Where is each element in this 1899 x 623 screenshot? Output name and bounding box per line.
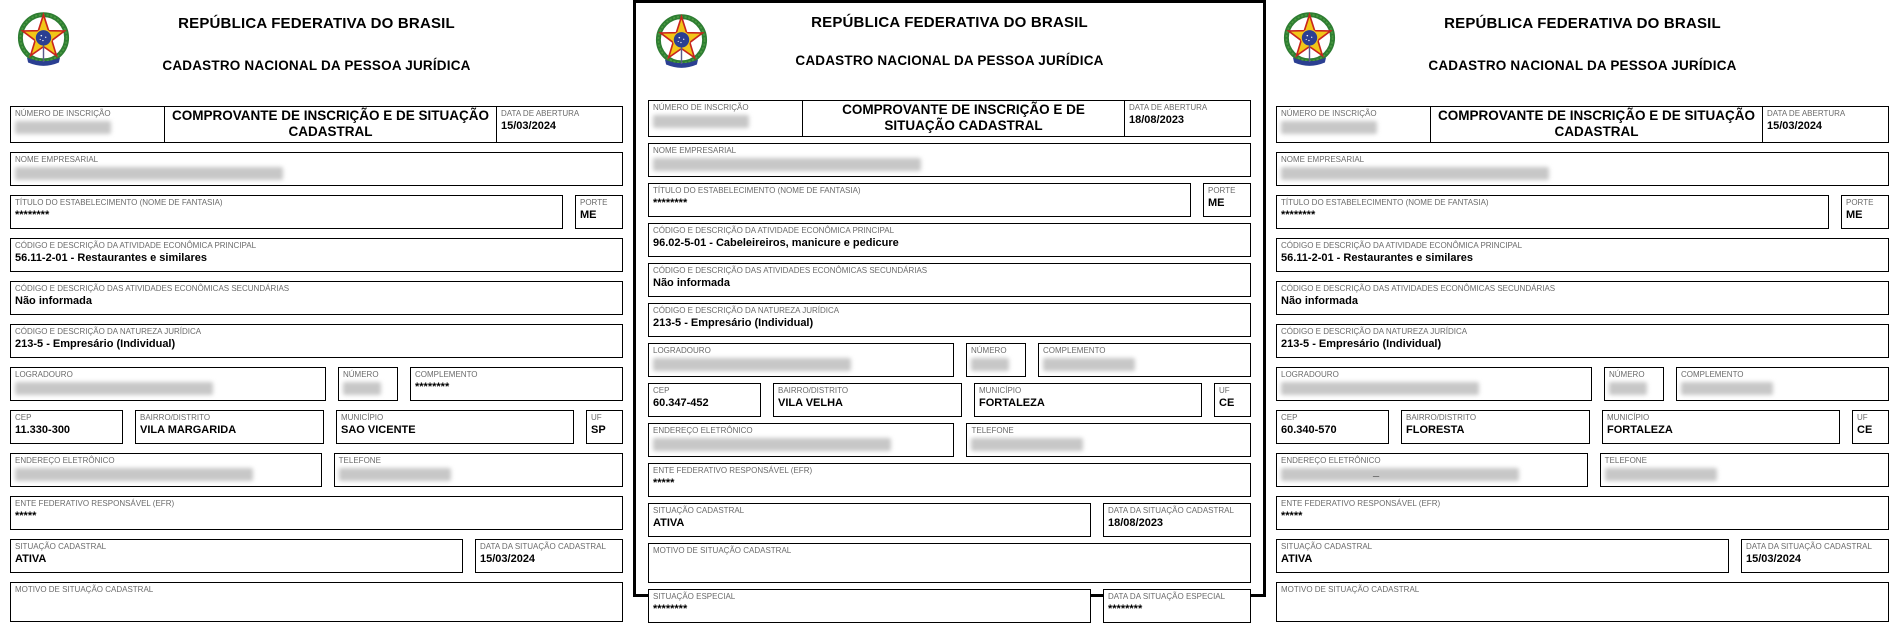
field-atividade-principal (648, 223, 1251, 257)
document-header (648, 6, 1251, 90)
field-telefone (334, 453, 623, 487)
field-label: CÓDIGO E DESCRIÇÃO DA NATUREZA JURÍDICA (15, 327, 202, 336)
field-value (653, 556, 1246, 570)
field-value: 15/03/2024 (480, 553, 536, 565)
field-value: ******** (415, 381, 450, 393)
field-label: SITUAÇÃO CADASTRAL (1281, 542, 1373, 551)
field-data-abertura (1762, 107, 1888, 142)
field-value: Não informada (15, 295, 93, 307)
field-value: 96.02-5-01 - Cabeleireiros, manicure e pedicure (653, 237, 899, 249)
field-value: ******** (1281, 209, 1316, 221)
field-uf (586, 410, 623, 444)
field-label: TELEFONE (971, 426, 1014, 435)
field-value: ME (580, 209, 597, 221)
document-header (1276, 4, 1889, 96)
field-numero (338, 367, 398, 401)
field-label: UF (1857, 413, 1868, 422)
field-label: MOTIVO DE SITUAÇÃO CADASTRAL (1281, 585, 1420, 594)
field-value: 15/03/2024 (501, 120, 557, 132)
redacted-telefone (971, 438, 1083, 451)
field-label: CÓDIGO E DESCRIÇÃO DA NATUREZA JURÍDICA (1281, 327, 1468, 336)
field-label: DATA DA SITUAÇÃO CADASTRAL (1746, 542, 1872, 551)
field-label: NOME EMPRESARIAL (15, 155, 99, 164)
inscription-row (10, 106, 623, 143)
field-label: NÚMERO DE INSCRIÇÃO (1281, 109, 1377, 118)
field-atividade-principal (10, 238, 623, 272)
field-uf (1214, 383, 1251, 417)
redacted-numero-inscricao (1281, 121, 1377, 134)
field-label: BAIRRO/DISTRITO (140, 413, 211, 422)
field-value: ******** (1108, 603, 1143, 615)
field-atividades-secundarias (1276, 281, 1889, 315)
inscription-row (648, 100, 1251, 137)
redacted-endereco (653, 438, 891, 451)
field-label: LOGRADOURO (653, 346, 711, 355)
cnpj-title: CADASTRO NACIONAL DA PESSOA JURÍDICA (795, 53, 1104, 68)
redacted-numero (343, 382, 381, 395)
field-data-situacao-cadastral (475, 539, 623, 573)
field-complemento (410, 367, 623, 401)
field-endereco-eletronico (10, 453, 322, 487)
field-value: 60.347-452 (653, 397, 709, 409)
field-efr (648, 463, 1251, 497)
field-value: 56.11-2-01 - Restaurantes e similares (1281, 252, 1474, 264)
redacted-nome-empresarial (1281, 167, 1549, 180)
redacted-nome-empresarial (653, 158, 921, 171)
field-value: 56.11-2-01 - Restaurantes e similares (15, 252, 208, 264)
field-data-situacao-especial (1103, 589, 1251, 623)
redacted-numero (1609, 382, 1647, 395)
redacted-telefone (339, 468, 451, 481)
field-value: ******** (653, 603, 688, 615)
field-label: ENTE FEDERATIVO RESPONSÁVEL (EFR) (15, 499, 175, 508)
field-label: CÓDIGO E DESCRIÇÃO DA ATIVIDADE ECONÔMICA PRINCIPAL (1281, 241, 1523, 250)
field-cep (648, 383, 761, 417)
cnpj-title: CADASTRO NACIONAL DA PESSOA JURÍDICA (162, 58, 471, 73)
field-label: CÓDIGO E DESCRIÇÃO DAS ATIVIDADES ECONÔMICAS SECUNDÁRIAS (1281, 284, 1556, 293)
field-atividade-principal (1276, 238, 1889, 272)
redacted-numero (971, 358, 1009, 371)
field-label: PORTE (1846, 198, 1874, 207)
field-endereco-eletronico (1276, 453, 1588, 487)
field-nome-empresarial (10, 152, 623, 186)
redacted-nome-empresarial (15, 167, 283, 180)
field-label: MOTIVO DE SITUAÇÃO CADASTRAL (653, 546, 792, 555)
field-label: DATA DA SITUAÇÃO ESPECIAL (1108, 592, 1226, 601)
field-label: BAIRRO/DISTRITO (1406, 413, 1477, 422)
brazil-coat-of-arms-icon (16, 11, 71, 69)
field-label: ENDEREÇO ELETRÔNICO (1281, 456, 1381, 465)
cnpj-document-1 (0, 0, 633, 597)
field-natureza-juridica (1276, 324, 1889, 358)
field-label: NÚMERO DE INSCRIÇÃO (15, 109, 111, 118)
redacted-endereco (15, 468, 253, 481)
field-situacao-especial (648, 589, 1091, 623)
redacted-logradouro (15, 382, 213, 395)
field-value: ATIVA (15, 553, 47, 565)
field-titulo-estabelecimento (648, 183, 1191, 217)
field-value: Não informada (653, 277, 731, 289)
field-titulo-estabelecimento (10, 195, 563, 229)
field-label: DATA DE ABERTURA (1767, 109, 1846, 118)
field-label: ENDEREÇO ELETRÔNICO (15, 456, 115, 465)
field-value: VILA VELHA (778, 397, 843, 409)
field-situacao-cadastral (648, 503, 1091, 537)
brazil-coat-of-arms-icon (1282, 11, 1337, 69)
field-label: NÚMERO (1609, 370, 1645, 379)
field-label: LOGRADOURO (1281, 370, 1339, 379)
field-municipio (1602, 410, 1840, 444)
field-value: 213-5 - Empresário (Individual) (1281, 338, 1442, 350)
field-label: UF (591, 413, 602, 422)
field-atividades-secundarias (648, 263, 1251, 297)
field-nome-empresarial (1276, 152, 1889, 186)
field-value: FLORESTA (1406, 424, 1465, 436)
field-titulo-estabelecimento (1276, 195, 1829, 229)
redacted-endereco (1281, 468, 1519, 481)
field-data-situacao-cadastral (1741, 539, 1889, 573)
field-efr (1276, 496, 1889, 530)
field-label: ENTE FEDERATIVO RESPONSÁVEL (EFR) (1281, 499, 1441, 508)
field-data-abertura (496, 107, 622, 142)
field-numero (1604, 367, 1664, 401)
field-label: SITUAÇÃO CADASTRAL (15, 542, 107, 551)
field-label: DATA DA SITUAÇÃO CADASTRAL (480, 542, 606, 551)
field-label: MUNICÍPIO (979, 386, 1022, 395)
field-telefone (966, 423, 1251, 457)
republic-title: REPÚBLICA FEDERATIVA DO BRASIL (811, 14, 1088, 31)
field-value (15, 595, 618, 609)
field-data-abertura (1124, 101, 1250, 136)
field-label: PORTE (1208, 186, 1236, 195)
brazil-coat-of-arms-icon (654, 13, 709, 71)
redacted-logradouro (1281, 382, 1479, 395)
field-label: COMPLEMENTO (1043, 346, 1106, 355)
field-nome-empresarial (648, 143, 1251, 177)
field-value: 213-5 - Empresário (Individual) (653, 317, 814, 329)
comprovante-title: COMPROVANTE DE INSCRIÇÃO E DE SITUAÇÃO CADASTRAL (802, 101, 1124, 136)
field-situacao-cadastral (1276, 539, 1729, 573)
cnpj-document-3 (1266, 0, 1899, 597)
field-uf (1852, 410, 1889, 444)
field-bairro (1401, 410, 1590, 444)
field-efr (10, 496, 623, 530)
field-label: CÓDIGO E DESCRIÇÃO DA ATIVIDADE ECONÔMICA PRINCIPAL (653, 226, 895, 235)
field-municipio (974, 383, 1202, 417)
field-logradouro (1276, 367, 1592, 401)
field-value: CE (1219, 397, 1235, 409)
field-label: CÓDIGO E DESCRIÇÃO DAS ATIVIDADES ECONÔMICAS SECUNDÁRIAS (653, 266, 928, 275)
field-value: Não informada (1281, 295, 1359, 307)
field-numero-inscricao (1277, 107, 1430, 142)
field-value: ***** (653, 477, 675, 489)
field-situacao-cadastral (10, 539, 463, 573)
field-numero-inscricao (11, 107, 164, 142)
field-label: TELEFONE (338, 456, 381, 465)
field-label: MUNICÍPIO (341, 413, 384, 422)
field-label: NÚMERO (343, 370, 379, 379)
field-label: CEP (15, 413, 32, 422)
field-value: 15/03/2024 (1767, 120, 1823, 132)
cnpj-title: CADASTRO NACIONAL DA PESSOA JURÍDICA (1428, 58, 1737, 73)
field-label: CEP (653, 386, 670, 395)
field-label: NOME EMPRESARIAL (1281, 155, 1365, 164)
field-value: ATIVA (1281, 553, 1313, 565)
field-value: SP (591, 424, 606, 436)
field-value: FORTALEZA (979, 397, 1045, 409)
field-value: FORTALEZA (1607, 424, 1673, 436)
field-label: CÓDIGO E DESCRIÇÃO DAS ATIVIDADES ECONÔMICAS SECUNDÁRIAS (15, 284, 290, 293)
redacted-telefone (1605, 468, 1717, 481)
field-municipio (336, 410, 574, 444)
republic-title: REPÚBLICA FEDERATIVA DO BRASIL (1444, 15, 1721, 32)
field-label: SITUAÇÃO CADASTRAL (653, 506, 745, 515)
field-value (1281, 595, 1884, 609)
field-value: SAO VICENTE (341, 424, 416, 436)
field-porte (575, 195, 623, 229)
republic-title: REPÚBLICA FEDERATIVA DO BRASIL (178, 15, 455, 32)
field-label: ENDEREÇO ELETRÔNICO (653, 426, 753, 435)
field-numero (966, 343, 1026, 377)
field-natureza-juridica (648, 303, 1251, 337)
field-cep (1276, 410, 1389, 444)
field-porte (1841, 195, 1889, 229)
field-label: DATA DE ABERTURA (501, 109, 580, 118)
field-label: MOTIVO DE SITUAÇÃO CADASTRAL (15, 585, 154, 594)
field-label: COMPLEMENTO (1681, 370, 1744, 379)
field-label: ENTE FEDERATIVO RESPONSÁVEL (EFR) (653, 466, 813, 475)
redacted-logradouro (653, 358, 851, 371)
field-natureza-juridica (10, 324, 623, 358)
field-logradouro (10, 367, 326, 401)
field-value: 11.330-300 (15, 424, 71, 436)
field-value: ******** (653, 197, 688, 209)
field-label: CÓDIGO E DESCRIÇÃO DA ATIVIDADE ECONÔMICA PRINCIPAL (15, 241, 257, 250)
comprovante-title: COMPROVANTE DE INSCRIÇÃO E DE SITUAÇÃO CADASTRAL (1430, 107, 1762, 142)
field-value: 15/03/2024 (1746, 553, 1802, 565)
document-header (10, 4, 623, 96)
redacted-complemento (1681, 382, 1773, 395)
field-label: TÍTULO DO ESTABELECIMENTO (NOME DE FANTASIA) (653, 186, 861, 195)
field-value: ***** (15, 510, 37, 522)
field-complemento (1676, 367, 1889, 401)
field-label: NÚMERO DE INSCRIÇÃO (653, 103, 749, 112)
field-label: LOGRADOURO (15, 370, 73, 379)
field-value: VILA MARGARIDA (140, 424, 237, 436)
field-value: ***** (1281, 510, 1303, 522)
field-value: ATIVA (653, 517, 685, 529)
field-label: NOME EMPRESARIAL (653, 146, 737, 155)
field-atividades-secundarias (10, 281, 623, 315)
field-porte (1203, 183, 1251, 217)
field-label: UF (1219, 386, 1230, 395)
field-value: ME (1208, 197, 1225, 209)
redacted-numero-inscricao (15, 121, 111, 134)
field-value: ******** (15, 209, 50, 221)
visible-underscore: _ (1373, 466, 1380, 478)
field-logradouro (648, 343, 954, 377)
field-label: CEP (1281, 413, 1298, 422)
field-motivo-situacao (1276, 582, 1889, 622)
redacted-complemento (1043, 358, 1135, 371)
inscription-row (1276, 106, 1889, 143)
field-value: 60.340-570 (1281, 424, 1337, 436)
field-label: BAIRRO/DISTRITO (778, 386, 849, 395)
field-motivo-situacao (648, 543, 1251, 583)
field-value: 213-5 - Empresário (Individual) (15, 338, 176, 350)
field-label: TELEFONE (1604, 456, 1647, 465)
comprovante-title: COMPROVANTE DE INSCRIÇÃO E DE SITUAÇÃO CADASTRAL (164, 107, 496, 142)
field-label: MUNICÍPIO (1607, 413, 1650, 422)
field-motivo-situacao (10, 582, 623, 622)
field-value: CE (1857, 424, 1873, 436)
field-label: PORTE (580, 198, 608, 207)
field-numero-inscricao (649, 101, 802, 136)
field-value: ME (1846, 209, 1863, 221)
redacted-numero-inscricao (653, 115, 749, 128)
field-label: DATA DA SITUAÇÃO CADASTRAL (1108, 506, 1234, 515)
field-value: 18/08/2023 (1129, 114, 1185, 126)
field-telefone (1600, 453, 1889, 487)
field-value: 18/08/2023 (1108, 517, 1164, 529)
field-data-situacao-cadastral (1103, 503, 1251, 537)
field-label: DATA DE ABERTURA (1129, 103, 1208, 112)
field-label: CÓDIGO E DESCRIÇÃO DA NATUREZA JURÍDICA (653, 306, 840, 315)
field-bairro (135, 410, 324, 444)
field-label: TÍTULO DO ESTABELECIMENTO (NOME DE FANTASIA) (1281, 198, 1489, 207)
field-label: SITUAÇÃO ESPECIAL (653, 592, 736, 601)
cnpj-document-2 (633, 0, 1266, 615)
field-cep (10, 410, 123, 444)
field-bairro (773, 383, 962, 417)
field-label: TÍTULO DO ESTABELECIMENTO (NOME DE FANTASIA) (15, 198, 223, 207)
field-endereco-eletronico (648, 423, 954, 457)
field-label: COMPLEMENTO (415, 370, 478, 379)
field-label: NÚMERO (971, 346, 1007, 355)
field-complemento (1038, 343, 1251, 377)
